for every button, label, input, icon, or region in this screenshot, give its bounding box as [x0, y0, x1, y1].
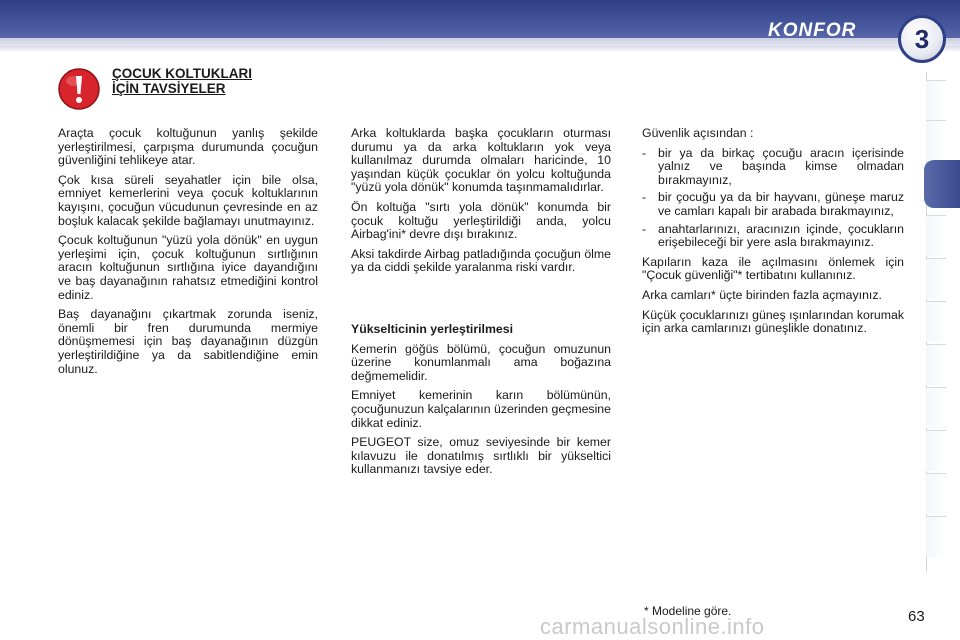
warning-exclamation-icon	[57, 67, 101, 111]
section-title	[112, 66, 332, 96]
list-item-text: bir çocuğu ya da bir hayvanı, güneşe maruz ve camları kapalı bir arabada bırakmayınız,	[658, 190, 904, 218]
chapter-tab-active[interactable]	[924, 160, 960, 208]
chapter-tab[interactable]	[926, 301, 946, 342]
text-column-1	[58, 127, 318, 382]
paragraph: Çok kısa süreli seyahatler için bile olsa, emniyet kemerlerini veya çocuk koltuklarının kayışını, çocuğun vücudunun çevresinde en az boşluk kalacak şekilde bağlamayı unutmayınız.	[58, 172, 318, 228]
paragraph: Kemerin göğüs bölümü, çocuğun omuzunun üzerine konumlanmalı ama boğazına değmemelidir.	[351, 341, 611, 383]
bullet-list	[642, 147, 904, 250]
chapter-tab[interactable]	[926, 80, 946, 121]
paragraph: Emniyet kemerinin karın bölümünün, çocuğunuzun kalçalarının üzerinden geçmesine dikkat ediniz.	[351, 388, 611, 430]
list-item-text: bir ya da birkaç çocuğu aracın içerisinde yalnız ve başında kimse olmadan bırakmayınız,	[658, 145, 904, 187]
paragraph: Çocuk koltuğunun "yüzü yola dönük" en uygun yerleşimi için, çocuk koltuğunun sırtlığının aracın koltuğunun sırtlığına iyice dayandığını ve baş dayanağının rahatsız etmediğini kontrol ediniz.	[58, 233, 318, 302]
intro-text: Güvenlik açısından :	[642, 126, 754, 140]
paragraph: Arka camları* üçte birinden fazla açmayınız.	[642, 287, 882, 302]
paragraph: Kapıların kaza ile açılmasını önlemek için "Çocuk güvenliği"* tertibatını kullanınız.	[642, 254, 904, 283]
chapter-tab[interactable]	[926, 258, 946, 299]
text-column-2	[351, 127, 611, 483]
list-item	[642, 191, 904, 218]
list-item-text: anahtarlarınızı, aracınızın içinde, çocukların erişebileceği bir yere asla bırakmayınız.	[658, 221, 904, 250]
chapter-title: KONFOR	[768, 20, 857, 41]
subheading: Yükselticinin yerleştirilmesi	[351, 321, 513, 336]
bullet-marker: -	[642, 145, 647, 160]
paragraph: Araçta çocuk koltuğunun yanlış şekilde yerleştirilmesi, çarpışma durumunda çocuğun güvenliğini tehlikeye atar.	[58, 126, 318, 168]
paragraph: Baş dayanağını çıkartmak zorunda iseniz, önemli bir fren durumunda mermiye dönüşmemesi için baş dayanağının düzgün yerleştirildiğine ya da sabitlendiğine emin olunuz.	[58, 307, 318, 376]
list-item	[642, 223, 904, 250]
chapter-tab[interactable]	[926, 344, 946, 385]
chapter-number: 3	[914, 23, 930, 54]
paragraph: PEUGEOT size, omuz seviyesinde bir kemer kılavuzu ile donatılmış sırtlıklı bir yükseltici kullanmanızı tavsiye eder.	[351, 435, 611, 477]
chapter-tab[interactable]	[926, 215, 946, 256]
paragraph: Ön koltuğa "sırtı yola dönük" konumda bir çocuk koltuğu yerleştirildiği anda, yolcu Airbag'ini* devre dışı bırakınız.	[351, 199, 611, 242]
chapter-tab[interactable]	[926, 120, 946, 161]
chapter-number-badge	[898, 15, 946, 63]
page-number: 63	[908, 608, 925, 625]
bullet-marker: -	[642, 221, 647, 236]
paragraph: Küçük çocuklarınızı güneş ışınlarından korumak için arka camlarınızı güneşlikle donatınız.	[642, 307, 904, 336]
text-column-3	[642, 127, 904, 342]
section-title-line: İÇİN TAVSİYELER	[112, 81, 226, 96]
footnote: * Modeline göre.	[644, 604, 732, 618]
chapter-tab[interactable]	[926, 516, 946, 557]
paragraph: Aksi takdirde Airbag patladığında çocuğun ölme ya da ciddi şekilde yaralanma riski vardır.	[351, 246, 611, 275]
watermark: carmanualsonline.info	[540, 614, 765, 639]
spacer	[351, 281, 611, 323]
header-fade	[0, 46, 960, 52]
paragraph: Arka koltuklarda başka çocukların oturması durumu ya da arka koltukların yok veya kullanılmaz durumda olmaları haricinde, 10 yaşından küçük çocuklar ön yolcu koltuğunda "yüzü yola dönük" konumda taşınmamalıdırlar.	[351, 126, 611, 195]
section-title-line: ÇOCUK KOLTUKLARI	[112, 66, 252, 81]
chapter-tab[interactable]	[926, 387, 946, 428]
list-item	[642, 147, 904, 188]
bullet-marker: -	[642, 190, 647, 205]
chapter-tab[interactable]	[926, 473, 946, 514]
chapter-tab[interactable]	[926, 430, 946, 471]
